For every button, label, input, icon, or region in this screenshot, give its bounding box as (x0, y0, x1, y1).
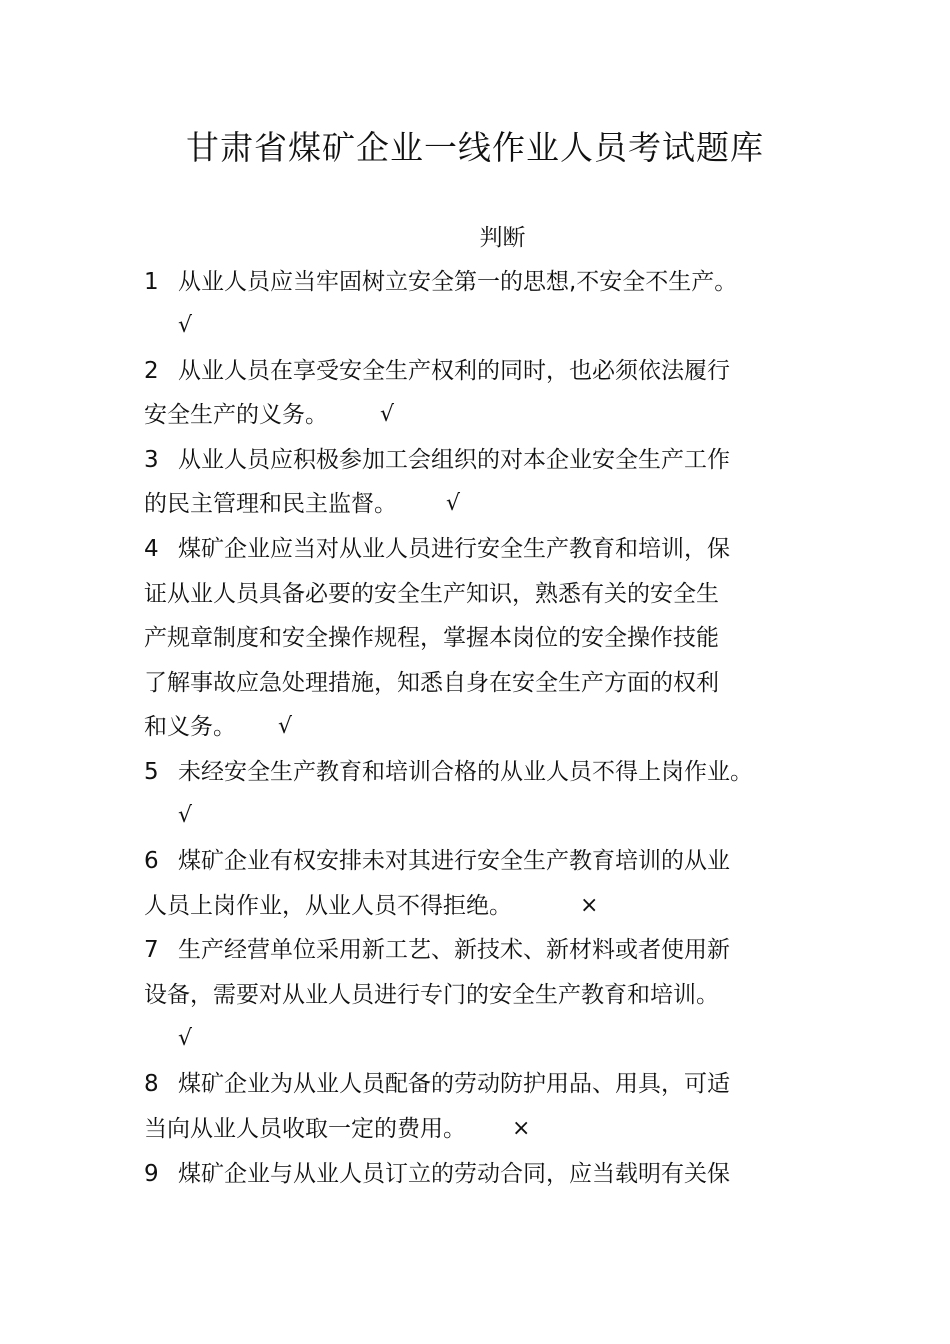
question-number: 4 (144, 536, 159, 562)
question-6-line-2: 人员上岗作业，从业人员不得拒绝。 (144, 893, 512, 919)
question-text: 从业人员在享受安全生产权利的同时，也必须依法履行 (178, 358, 730, 384)
question-3-line-1 (144, 442, 730, 478)
question-2-line-1 (144, 353, 730, 389)
section-heading: 判断 (479, 225, 526, 251)
answer-mark-2: √ (380, 402, 395, 427)
question-text: 煤矿企业与从业人员订立的劳动合同，应当载明有关保 (178, 1161, 730, 1187)
question-text: 从业人员应积极参加工会组织的对本企业安全生产工作 (178, 447, 730, 473)
question-number: 2 (144, 358, 159, 384)
question-number: 9 (144, 1161, 159, 1187)
answer-mark-3: √ (446, 491, 461, 516)
answer-mark-7: √ (178, 1026, 193, 1051)
question-4-line-5: 和义务。 (144, 714, 236, 740)
answer-mark-8: × (512, 1116, 531, 1141)
question-text: 从业人员应当牢固树立安全第一的思想,不安全不生产。 (178, 269, 738, 295)
question-text: 煤矿企业有权安排未对其进行安全生产教育培训的从业 (178, 848, 730, 874)
question-text: 生产经营单位采用新工艺、新技术、新材料或者使用新 (178, 937, 730, 963)
question-number: 6 (144, 848, 159, 874)
question-7-line-1 (144, 932, 730, 968)
question-7-line-2: 设备，需要对从业人员进行专门的安全生产教育和培训。 (144, 982, 719, 1008)
answer-mark-1: √ (178, 313, 193, 338)
question-6-line-1 (144, 843, 730, 879)
question-number: 7 (144, 937, 159, 963)
question-number: 8 (144, 1071, 159, 1097)
question-4-line-2: 证从业人员具备必要的安全生产知识，熟悉有关的安全生 (144, 581, 719, 607)
question-number: 1 (144, 269, 159, 295)
question-2-line-2: 安全生产的义务。 (144, 402, 328, 428)
question-text: 煤矿企业为从业人员配备的劳动防护用品、用具，可适 (178, 1071, 730, 1097)
question-4-line-3: 产规章制度和安全操作规程，掌握本岗位的安全操作技能 (144, 625, 719, 651)
question-9-line-1 (144, 1156, 730, 1192)
answer-mark-4: √ (278, 714, 293, 739)
question-4-line-1 (144, 531, 730, 567)
question-text: 未经安全生产教育和培训合格的从业人员不得上岗作业。 (178, 759, 753, 785)
question-8-line-1 (144, 1066, 730, 1102)
question-number: 5 (144, 759, 159, 785)
question-4-line-4: 了解事故应急处理措施，知悉自身在安全生产方面的权利 (144, 670, 719, 696)
question-number: 3 (144, 447, 159, 473)
question-text: 煤矿企业应当对从业人员进行安全生产教育和培训，保 (178, 536, 730, 562)
question-8-line-2: 当向从业人员收取一定的费用。 (144, 1116, 466, 1142)
question-5-line-1 (144, 754, 753, 790)
question-1-line-1 (144, 264, 737, 300)
document-title: 甘肃省煤矿企业一线作业人员考试题库 (186, 128, 764, 167)
answer-mark-6: × (580, 893, 599, 918)
answer-mark-5: √ (178, 803, 193, 828)
question-3-line-2: 的民主管理和民主监督。 (144, 491, 397, 517)
